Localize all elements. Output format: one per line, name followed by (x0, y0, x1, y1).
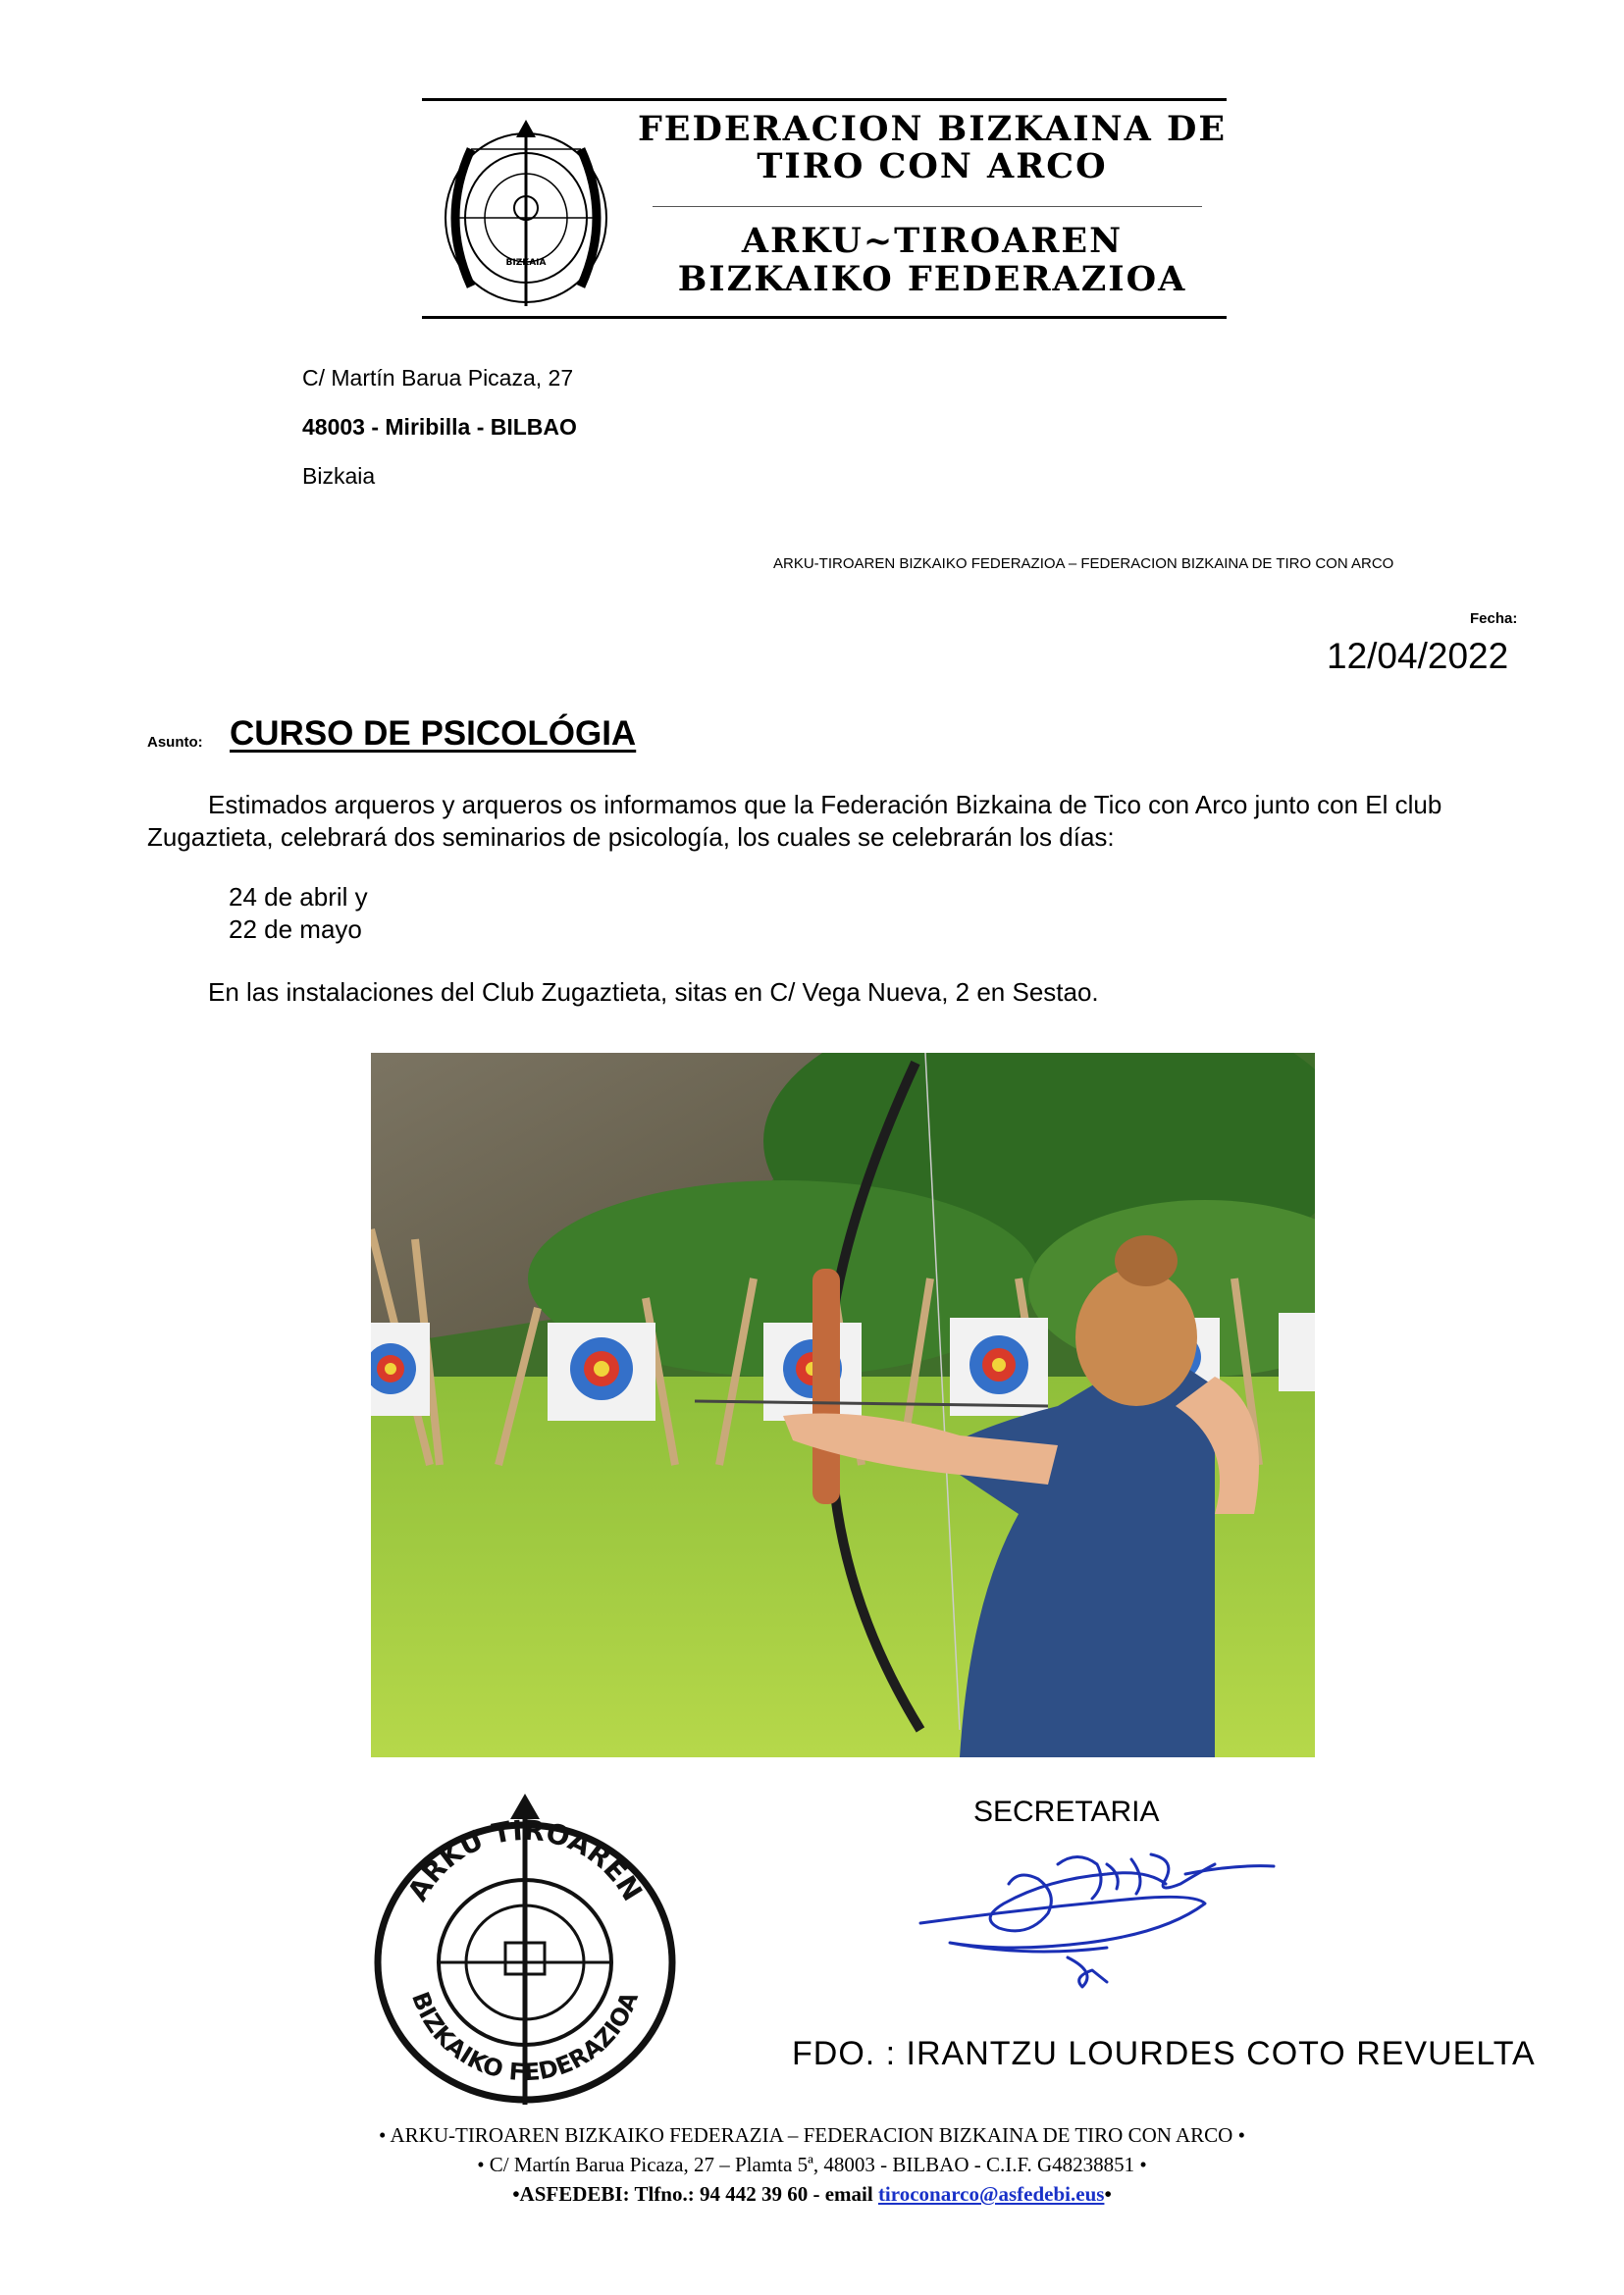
archer-drawing-bow-photo (371, 1053, 1315, 1757)
address-city: 48003 - Miribilla - BILBAO (302, 414, 577, 440)
subject-label: Asunto: (147, 734, 203, 751)
signatory-name: FDO. : IRANTZU LOURDES COTO REVUELTA (792, 2035, 1536, 2072)
svg-text:BIZKAIA: BIZKAIA (505, 258, 547, 268)
date-value: 12/04/2022 (1327, 636, 1509, 676)
federation-stamp (353, 1786, 687, 2110)
address-street: C/ Martín Barua Picaza, 27 (302, 365, 574, 391)
organization-line: ARKU-TIROAREN BIZKAIKO FEDERAZIOA – FEDERACION BIZKAINA DE TIRO CON ARCO (773, 555, 1394, 572)
archery-target-logo-icon (432, 110, 628, 310)
footer-line-2: • C/ Martín Barua Picaza, 27 – Plamta 5ª, 48003 - BILBAO - C.I.F. G48238851 • (477, 2153, 1147, 2176)
letterhead-title-eu-line1: ARKU~TIROAREN (741, 221, 1124, 261)
letterhead-divider (653, 206, 1202, 207)
footer-email-link[interactable]: tiroconarco@asfedebi.eus (877, 2182, 1105, 2206)
subject-title: CURSO DE PSICOLÓGIA (230, 714, 637, 753)
seminar-date-1: 24 de abril y (229, 882, 368, 912)
body-paragraph-1-line-1: Estimados arqueros y arqueros os informamos que la Federación Bizkaina de Tico con Arco junto con El club (208, 790, 1442, 819)
seminar-date-2: 22 de mayo (229, 914, 362, 944)
svg-text:BIZKAIKO FEDERAZIOA: BIZKAIKO FEDERAZIOA (405, 1988, 645, 2087)
signature-role: SECRETARIA (973, 1796, 1160, 1828)
handwritten-signature (911, 1845, 1283, 1992)
letterhead-title-es-line2: TIRO CON ARCO (757, 146, 1108, 186)
letterhead-title-eu-line2: BIZKAIKO FEDERAZIOA (677, 259, 1187, 299)
body-paragraph-1-line-2: Zugaztieta, celebrará dos seminarios de psicología, los cuales se celebrarán los días: (147, 822, 1115, 852)
footer-bullet: • (1104, 2182, 1112, 2206)
date-label: Fecha: (1470, 610, 1518, 627)
letterhead-title-es-line1: FEDERACION BIZKAINA DE (637, 109, 1228, 149)
letterhead-top-rule (422, 98, 1227, 101)
address-region: Bizkaia (302, 463, 376, 489)
footer-line-3 (0, 2182, 1624, 2207)
footer-phone-text: •ASFEDEBI: Tlfno.: 94 442 39 60 - email (512, 2182, 878, 2206)
footer-line-1: • ARKU-TIROAREN BIZKAIKO FEDERAZIA – FEDERACION BIZKAINA DE TIRO CON ARCO • (379, 2123, 1245, 2147)
letterhead (422, 98, 1227, 322)
body-paragraph-2: En las instalaciones del Club Zugaztieta, sitas en C/ Vega Nueva, 2 en Sestao. (208, 977, 1099, 1007)
svg-text:ARKU TIROAREN: ARKU TIROAREN (400, 1813, 650, 1907)
letterhead-bottom-rule (422, 316, 1227, 319)
